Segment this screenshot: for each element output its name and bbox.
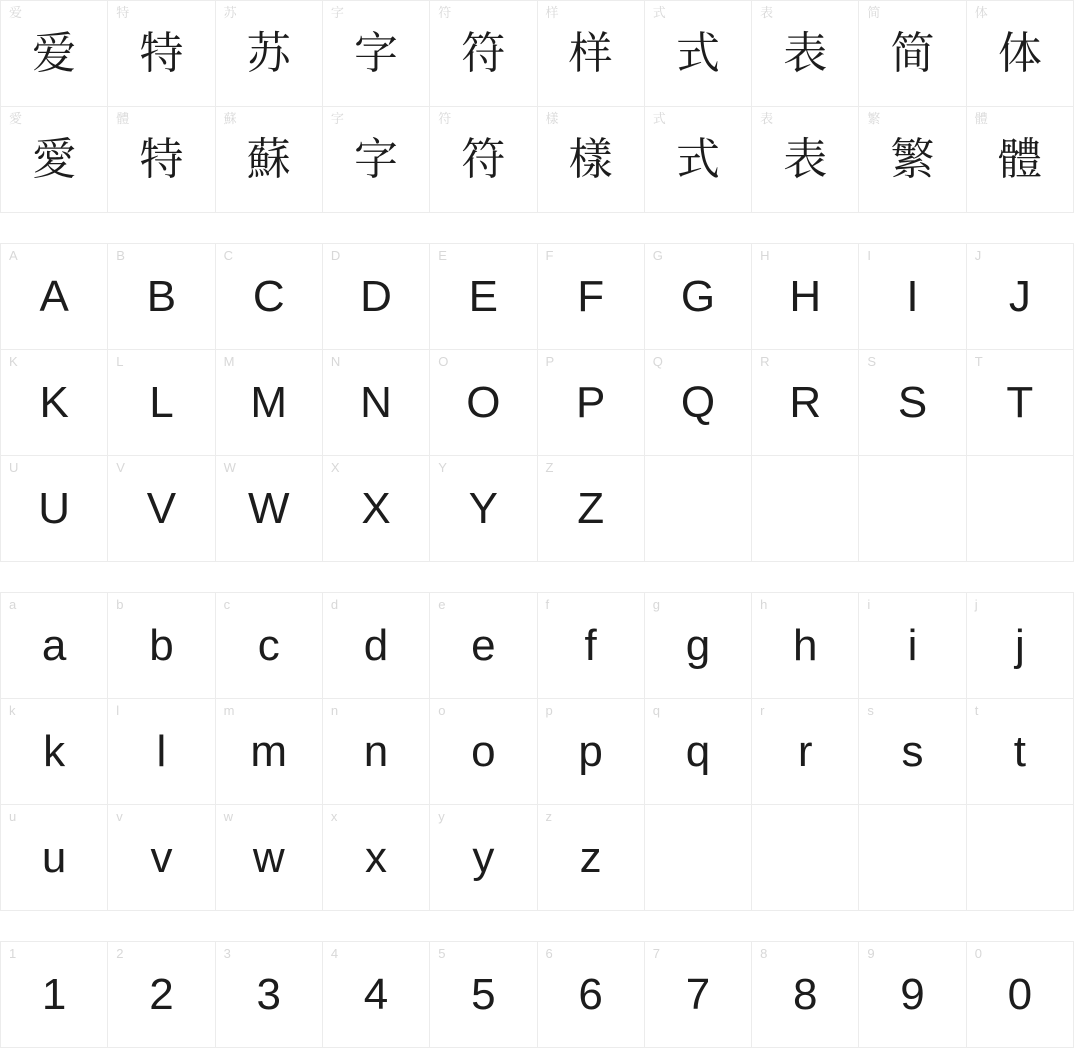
glyph-code-label: v [116, 809, 123, 824]
glyph-code-label: H [760, 248, 770, 263]
glyph-sample: 9 [900, 969, 925, 1019]
glyph-code-label: 6 [545, 946, 553, 961]
glyph-cell[interactable] [1, 244, 108, 350]
glyph-code-label: 表 [760, 5, 774, 20]
glyph-sample: K [39, 377, 69, 427]
glyph-sample: X [361, 483, 391, 533]
glyph-code-label: 简 [867, 5, 881, 20]
glyph-cell[interactable] [645, 244, 752, 350]
glyph-sample: C [252, 271, 285, 321]
glyph-cell[interactable] [216, 1, 323, 107]
glyph-code-label: a [9, 597, 17, 612]
glyph-code-label: R [760, 354, 770, 369]
glyph-sample: 简 [890, 27, 935, 79]
glyph-sample: A [39, 271, 69, 321]
glyph-sample: k [43, 726, 66, 776]
glyph-sample: 蘇 [246, 133, 291, 185]
glyph-code-label: 9 [867, 946, 875, 961]
glyph-sample: 1 [41, 969, 67, 1019]
glyph-sample: J [1008, 271, 1031, 321]
glyph-sample: s [901, 726, 924, 776]
glyph-sample: u [41, 832, 67, 882]
glyph-cell[interactable] [323, 456, 430, 562]
glyph-sample: 8 [793, 969, 818, 1019]
glyph-code-label: B [116, 248, 125, 263]
glyph-cell[interactable] [1, 593, 108, 699]
glyph-cell[interactable] [645, 593, 752, 699]
glyph-cell[interactable] [859, 942, 966, 1048]
glyph-code-label: 5 [438, 946, 446, 961]
glyph-cell[interactable] [752, 350, 859, 456]
glyph-code-label: b [116, 597, 124, 612]
glyph-code-label: e [438, 597, 446, 612]
glyph-cell[interactable] [538, 456, 645, 562]
glyph-sample: 体 [997, 27, 1042, 79]
glyph-code-label: Y [438, 460, 447, 475]
glyph-sample: q [685, 726, 711, 776]
glyph-cell[interactable] [645, 350, 752, 456]
glyph-sample: O [466, 377, 501, 427]
glyph-cell[interactable] [430, 593, 537, 699]
glyph-sample: a [41, 620, 67, 670]
glyph-code-label: 字 [330, 5, 344, 20]
glyph-cell[interactable] [430, 244, 537, 350]
glyph-cell[interactable] [859, 350, 966, 456]
glyph-code-label: E [438, 248, 447, 263]
glyph-sample: 愛 [32, 133, 77, 185]
glyph-sample: S [897, 377, 928, 427]
glyph-code-label: h [760, 597, 768, 612]
glyph-cell-empty [645, 456, 752, 562]
glyph-sample: 0 [1007, 969, 1033, 1019]
glyph-code-label: F [545, 248, 554, 263]
glyph-sample: N [360, 377, 392, 427]
glyph-code-label: g [652, 597, 661, 612]
glyph-cell[interactable] [108, 350, 215, 456]
glyph-code-label: 0 [974, 946, 982, 961]
glyph-code-label: w [223, 809, 233, 824]
glyph-cell[interactable] [216, 350, 323, 456]
glyph-sample: R [789, 377, 822, 427]
glyph-sample: 样 [568, 27, 613, 79]
glyph-cell[interactable] [430, 350, 537, 456]
glyph-code-label: I [867, 248, 872, 263]
glyph-code-label: 符 [438, 5, 452, 20]
glyph-code-label: j [974, 597, 978, 612]
glyph-cell[interactable] [430, 699, 537, 805]
glyph-sample: v [150, 832, 173, 882]
glyph-cell[interactable] [967, 107, 1074, 213]
glyph-code-label: 样 [545, 5, 559, 20]
glyph-sample: n [363, 726, 389, 776]
glyph-code-label: T [974, 354, 983, 369]
glyph-sample: F [577, 271, 605, 321]
glyph-sample: 特 [139, 133, 184, 185]
glyph-sample: 5 [471, 969, 496, 1019]
uppercase-block [0, 243, 1074, 562]
glyph-code-label: 式 [652, 5, 666, 20]
glyph-cell[interactable] [323, 699, 430, 805]
glyph-sample: 2 [149, 969, 174, 1019]
glyph-sample: 表 [783, 133, 828, 185]
glyph-code-label: d [330, 597, 339, 612]
glyph-sample: 式 [675, 133, 720, 185]
glyph-cell-empty [752, 456, 859, 562]
glyph-sample: 繁 [890, 133, 935, 185]
glyph-cell[interactable] [1, 350, 108, 456]
glyph-cell-empty [645, 805, 752, 911]
glyph-code-label: u [9, 809, 17, 824]
glyph-cell[interactable] [216, 107, 323, 213]
glyph-cell[interactable] [323, 593, 430, 699]
digits-block [0, 941, 1074, 1048]
glyph-sample: M [250, 377, 288, 427]
glyph-sample: H [789, 271, 822, 321]
glyph-cell[interactable] [967, 699, 1074, 805]
glyph-cell[interactable] [430, 1, 537, 107]
glyph-sample: G [680, 271, 716, 321]
glyph-cell[interactable] [216, 244, 323, 350]
glyph-sample: g [685, 620, 711, 670]
glyph-cell[interactable] [859, 593, 966, 699]
glyph-cell[interactable] [108, 699, 215, 805]
glyph-cell[interactable] [752, 107, 859, 213]
glyph-sample: 7 [685, 969, 711, 1019]
glyph-code-label: P [545, 354, 555, 369]
glyph-cell[interactable] [538, 107, 645, 213]
glyph-sample: Q [680, 377, 716, 427]
glyph-cell[interactable] [967, 350, 1074, 456]
glyph-cell[interactable] [752, 1, 859, 107]
glyph-code-label: n [330, 703, 339, 718]
glyph-cell[interactable] [1, 942, 108, 1048]
glyph-sample: B [146, 271, 177, 321]
glyph-code-label: k [9, 703, 16, 718]
glyph-sample: I [906, 271, 919, 321]
glyph-code-label: l [116, 703, 120, 718]
glyph-cell-empty [752, 805, 859, 911]
glyph-cell[interactable] [967, 1, 1074, 107]
glyph-code-label: y [438, 809, 445, 824]
glyph-code-label: f [545, 597, 550, 612]
glyph-code-label: p [545, 703, 553, 718]
lowercase-block [0, 592, 1074, 911]
glyph-sample: T [1006, 377, 1034, 427]
glyph-cell[interactable] [967, 244, 1074, 350]
glyph-code-label: S [867, 354, 877, 369]
glyph-code-label: D [330, 248, 341, 263]
glyph-code-label: 7 [652, 946, 661, 961]
glyph-code-label: C [223, 248, 233, 263]
glyph-sample: 苏 [246, 27, 291, 79]
glyph-cell[interactable] [859, 244, 966, 350]
glyph-sample: Y [468, 483, 499, 533]
glyph-code-label: m [223, 703, 235, 718]
glyph-sample: P [575, 377, 606, 427]
glyph-sample: 字 [354, 27, 399, 79]
glyph-cell[interactable] [645, 699, 752, 805]
glyph-sample: l [156, 726, 167, 776]
glyph-cell[interactable] [967, 593, 1074, 699]
glyph-sample: p [578, 726, 603, 776]
glyph-code-label: 繁 [867, 111, 881, 126]
glyph-code-label: K [9, 354, 18, 369]
cjk-block [0, 0, 1074, 213]
glyph-cell[interactable] [430, 107, 537, 213]
glyph-sample: o [471, 726, 496, 776]
glyph-cell[interactable] [859, 107, 966, 213]
glyph-cell[interactable] [538, 350, 645, 456]
glyph-code-label: 式 [652, 111, 666, 126]
glyph-sample: w [252, 832, 285, 882]
glyph-sample: L [149, 377, 174, 427]
glyph-code-label: 樣 [545, 111, 559, 126]
glyph-cell[interactable] [538, 699, 645, 805]
glyph-code-label: 蘇 [223, 111, 237, 126]
glyph-cell[interactable] [108, 244, 215, 350]
glyph-cell[interactable] [430, 456, 537, 562]
glyph-cell[interactable] [1, 805, 108, 911]
glyph-cell[interactable] [645, 107, 752, 213]
glyph-cell[interactable] [645, 1, 752, 107]
glyph-sample: i [907, 620, 918, 670]
glyph-cell[interactable] [216, 805, 323, 911]
glyph-code-label: M [223, 354, 235, 369]
glyph-cell[interactable] [859, 699, 966, 805]
glyph-sample: 體 [997, 133, 1042, 185]
glyph-cell[interactable] [538, 805, 645, 911]
glyph-sample: 6 [578, 969, 603, 1019]
glyph-cell[interactable] [967, 942, 1074, 1048]
glyph-cell[interactable] [108, 805, 215, 911]
glyph-cell[interactable] [752, 699, 859, 805]
glyph-sample: c [257, 620, 280, 670]
glyph-sample: x [365, 832, 388, 882]
glyph-code-label: 爱 [9, 5, 23, 20]
glyph-code-label: 8 [760, 946, 768, 961]
glyph-cell[interactable] [1, 699, 108, 805]
glyph-sample: y [472, 832, 495, 882]
glyph-cell[interactable] [323, 805, 430, 911]
glyph-sample: d [363, 620, 389, 670]
glyph-cell[interactable] [430, 805, 537, 911]
glyph-sample: 式 [675, 27, 720, 79]
glyph-cell[interactable] [216, 699, 323, 805]
glyph-sample: E [468, 271, 499, 321]
glyph-code-label: V [116, 460, 125, 475]
glyph-cell[interactable] [323, 942, 430, 1048]
glyph-sample: e [471, 620, 496, 670]
glyph-cell[interactable] [1, 456, 108, 562]
glyph-cell[interactable] [1, 107, 108, 213]
glyph-cell-empty [859, 805, 966, 911]
glyph-sample: f [584, 620, 597, 670]
glyph-sample: Z [577, 483, 605, 533]
glyph-cell[interactable] [859, 1, 966, 107]
glyph-cell[interactable] [216, 456, 323, 562]
glyph-code-label: L [116, 354, 124, 369]
glyph-sample: 符 [461, 27, 506, 79]
glyph-code-label: 特 [116, 5, 130, 20]
glyph-code-label: s [867, 703, 874, 718]
glyph-sample: 字 [354, 133, 399, 185]
glyph-code-label: Q [652, 354, 663, 369]
glyph-sample: 3 [256, 969, 281, 1019]
glyph-sample: t [1013, 726, 1026, 776]
glyph-cell[interactable] [538, 942, 645, 1048]
glyph-code-label: 體 [974, 111, 988, 126]
glyph-cell[interactable] [323, 107, 430, 213]
glyph-sample: 特 [139, 27, 184, 79]
glyph-code-label: 4 [330, 946, 339, 961]
glyph-sample: 4 [363, 969, 389, 1019]
glyph-code-label: 愛 [9, 111, 23, 126]
glyph-code-label: o [438, 703, 446, 718]
glyph-sample: m [250, 726, 288, 776]
glyph-cell-empty [967, 456, 1074, 562]
glyph-code-label: W [223, 460, 236, 475]
glyph-code-label: U [9, 460, 19, 475]
glyph-cell[interactable] [538, 244, 645, 350]
glyph-code-label: O [438, 354, 449, 369]
glyph-code-label: r [760, 703, 765, 718]
glyph-cell[interactable] [108, 107, 215, 213]
glyph-sample: b [149, 620, 174, 670]
glyph-cell[interactable] [1, 1, 108, 107]
glyph-code-label: 苏 [223, 5, 237, 20]
glyph-cell-empty [859, 456, 966, 562]
glyph-cell[interactable] [538, 1, 645, 107]
glyph-cell[interactable] [108, 456, 215, 562]
glyph-code-label: 體 [116, 111, 130, 126]
glyph-cell[interactable] [216, 942, 323, 1048]
glyph-code-label: x [330, 809, 338, 824]
glyph-sample: V [146, 483, 177, 533]
glyph-sample: D [360, 271, 392, 321]
glyph-code-label: 符 [438, 111, 452, 126]
glyph-cell[interactable] [108, 593, 215, 699]
glyph-sample: h [793, 620, 818, 670]
glyph-code-label: 体 [974, 5, 988, 20]
glyph-code-label: 1 [9, 946, 17, 961]
glyph-cell[interactable] [752, 942, 859, 1048]
glyph-sample: 爱 [32, 27, 77, 79]
glyph-code-label: 3 [223, 946, 231, 961]
glyph-cell[interactable] [323, 244, 430, 350]
glyph-code-label: Z [545, 460, 554, 475]
glyph-code-label: 字 [330, 111, 344, 126]
glyph-cell[interactable] [538, 593, 645, 699]
glyph-cell[interactable] [430, 942, 537, 1048]
glyph-code-label: 表 [760, 111, 774, 126]
glyph-sample: r [797, 726, 813, 776]
glyph-cell[interactable] [752, 593, 859, 699]
glyph-cell[interactable] [216, 593, 323, 699]
glyph-code-label: X [330, 460, 340, 475]
glyph-code-label: z [545, 809, 552, 824]
glyph-sample: 表 [783, 27, 828, 79]
glyph-code-label: q [652, 703, 661, 718]
glyph-code-label: A [9, 248, 18, 263]
glyph-cell[interactable] [108, 942, 215, 1048]
glyph-sample: j [1014, 620, 1025, 670]
glyph-sample: z [579, 832, 602, 882]
glyph-sample: 樣 [568, 133, 613, 185]
glyph-code-label: G [652, 248, 663, 263]
glyph-code-label: N [330, 354, 341, 369]
glyph-code-label: i [867, 597, 871, 612]
glyph-sample: U [38, 483, 71, 533]
glyph-code-label: c [223, 597, 231, 612]
glyph-cell-empty [967, 805, 1074, 911]
glyph-sample: W [247, 483, 290, 533]
glyph-code-label: J [974, 248, 982, 263]
glyph-cell[interactable] [323, 350, 430, 456]
glyph-cell[interactable] [645, 942, 752, 1048]
glyph-sample: 符 [461, 133, 506, 185]
glyph-cell[interactable] [323, 1, 430, 107]
glyph-code-label: t [974, 703, 979, 718]
glyph-cell[interactable] [752, 244, 859, 350]
glyph-cell[interactable] [108, 1, 215, 107]
glyph-code-label: 2 [116, 946, 124, 961]
